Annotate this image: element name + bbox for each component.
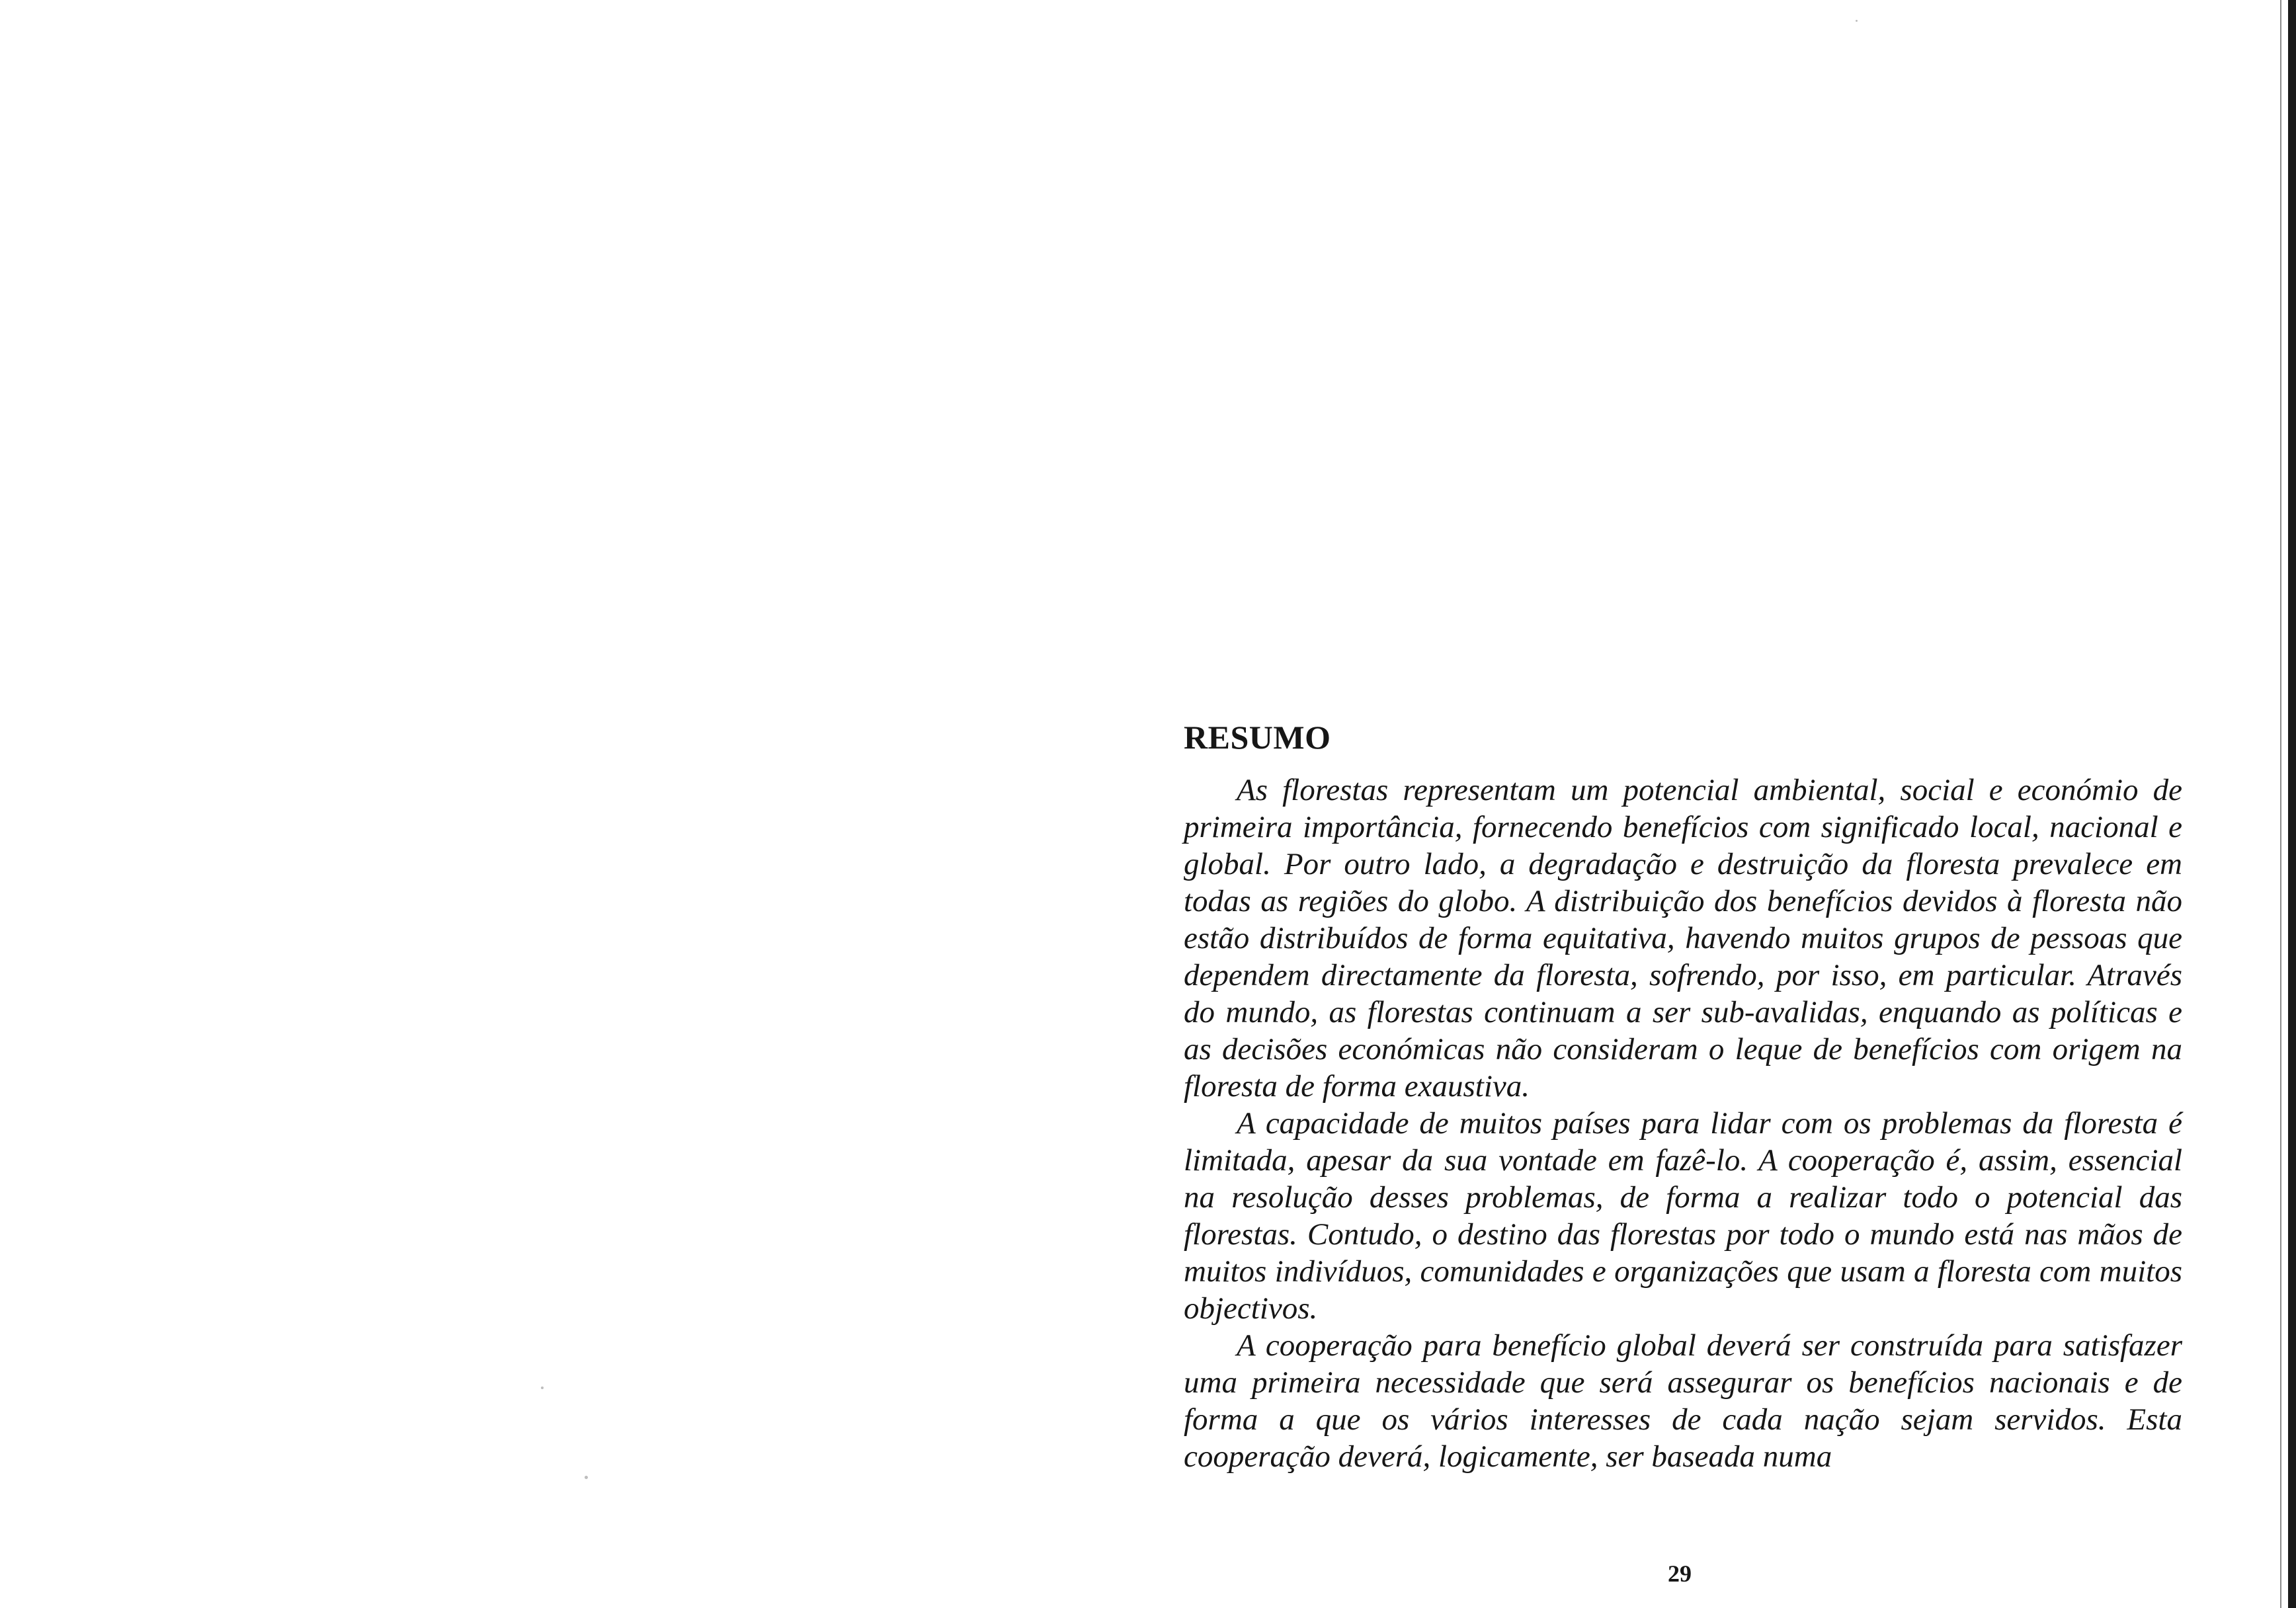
page-number: 29 [1668, 1560, 1692, 1587]
scan-speck [541, 1387, 544, 1389]
page-edge-line [2280, 0, 2281, 1608]
paragraph-2: A capacidade de muitos países para lidar com os problemas da floresta é limitada, apesar da sua vontade em fazê-lo. A cooperação é, assim, essencial na resolução desses problemas, de forma a realizar todo o potencial das florestas. Contudo, o destino das florestas por todo o mundo está nas mãos de muitos indivíduos, comunidades e organizações que usam a floresta com muitos objectivos. [1184, 1106, 2182, 1326]
paragraph-1: As florestas representam um potencial ambiental, social e económio de primeira importância, fornecendo benefícios com significado local, nacional e global. Por outro lado, a degradação e destruição da floresta prevalece em todas as regiões do globo. A distribuição dos benefícios devidos à floresta não estão distribuídos de forma equitativa, havendo muitos grupos de pessoas que dependem directamente da floresta, sofrendo, por isso, em particular. Através do mundo, as florestas continuam a ser sub-avalidas, enquando as políticas e as decisões económicas não consideram o leque de benefícios com origem na floresta de forma exaustiva. [1184, 773, 2182, 1104]
paragraph-3: A cooperação para benefício global deverá ser construída para satisfazer uma primeira necessidade que será assegurar os benefícios nacionais e de forma a que os vários interesses de cada nação sejam servidos. Esta cooperação deverá, logicamente, ser baseada numa [1184, 1328, 2182, 1474]
scan-speck [585, 1476, 588, 1479]
resumo-section [1184, 717, 2182, 1475]
scan-speck [1856, 20, 1858, 22]
section-heading: RESUMO [1184, 719, 1331, 756]
book-spine-edge [2288, 0, 2296, 1608]
